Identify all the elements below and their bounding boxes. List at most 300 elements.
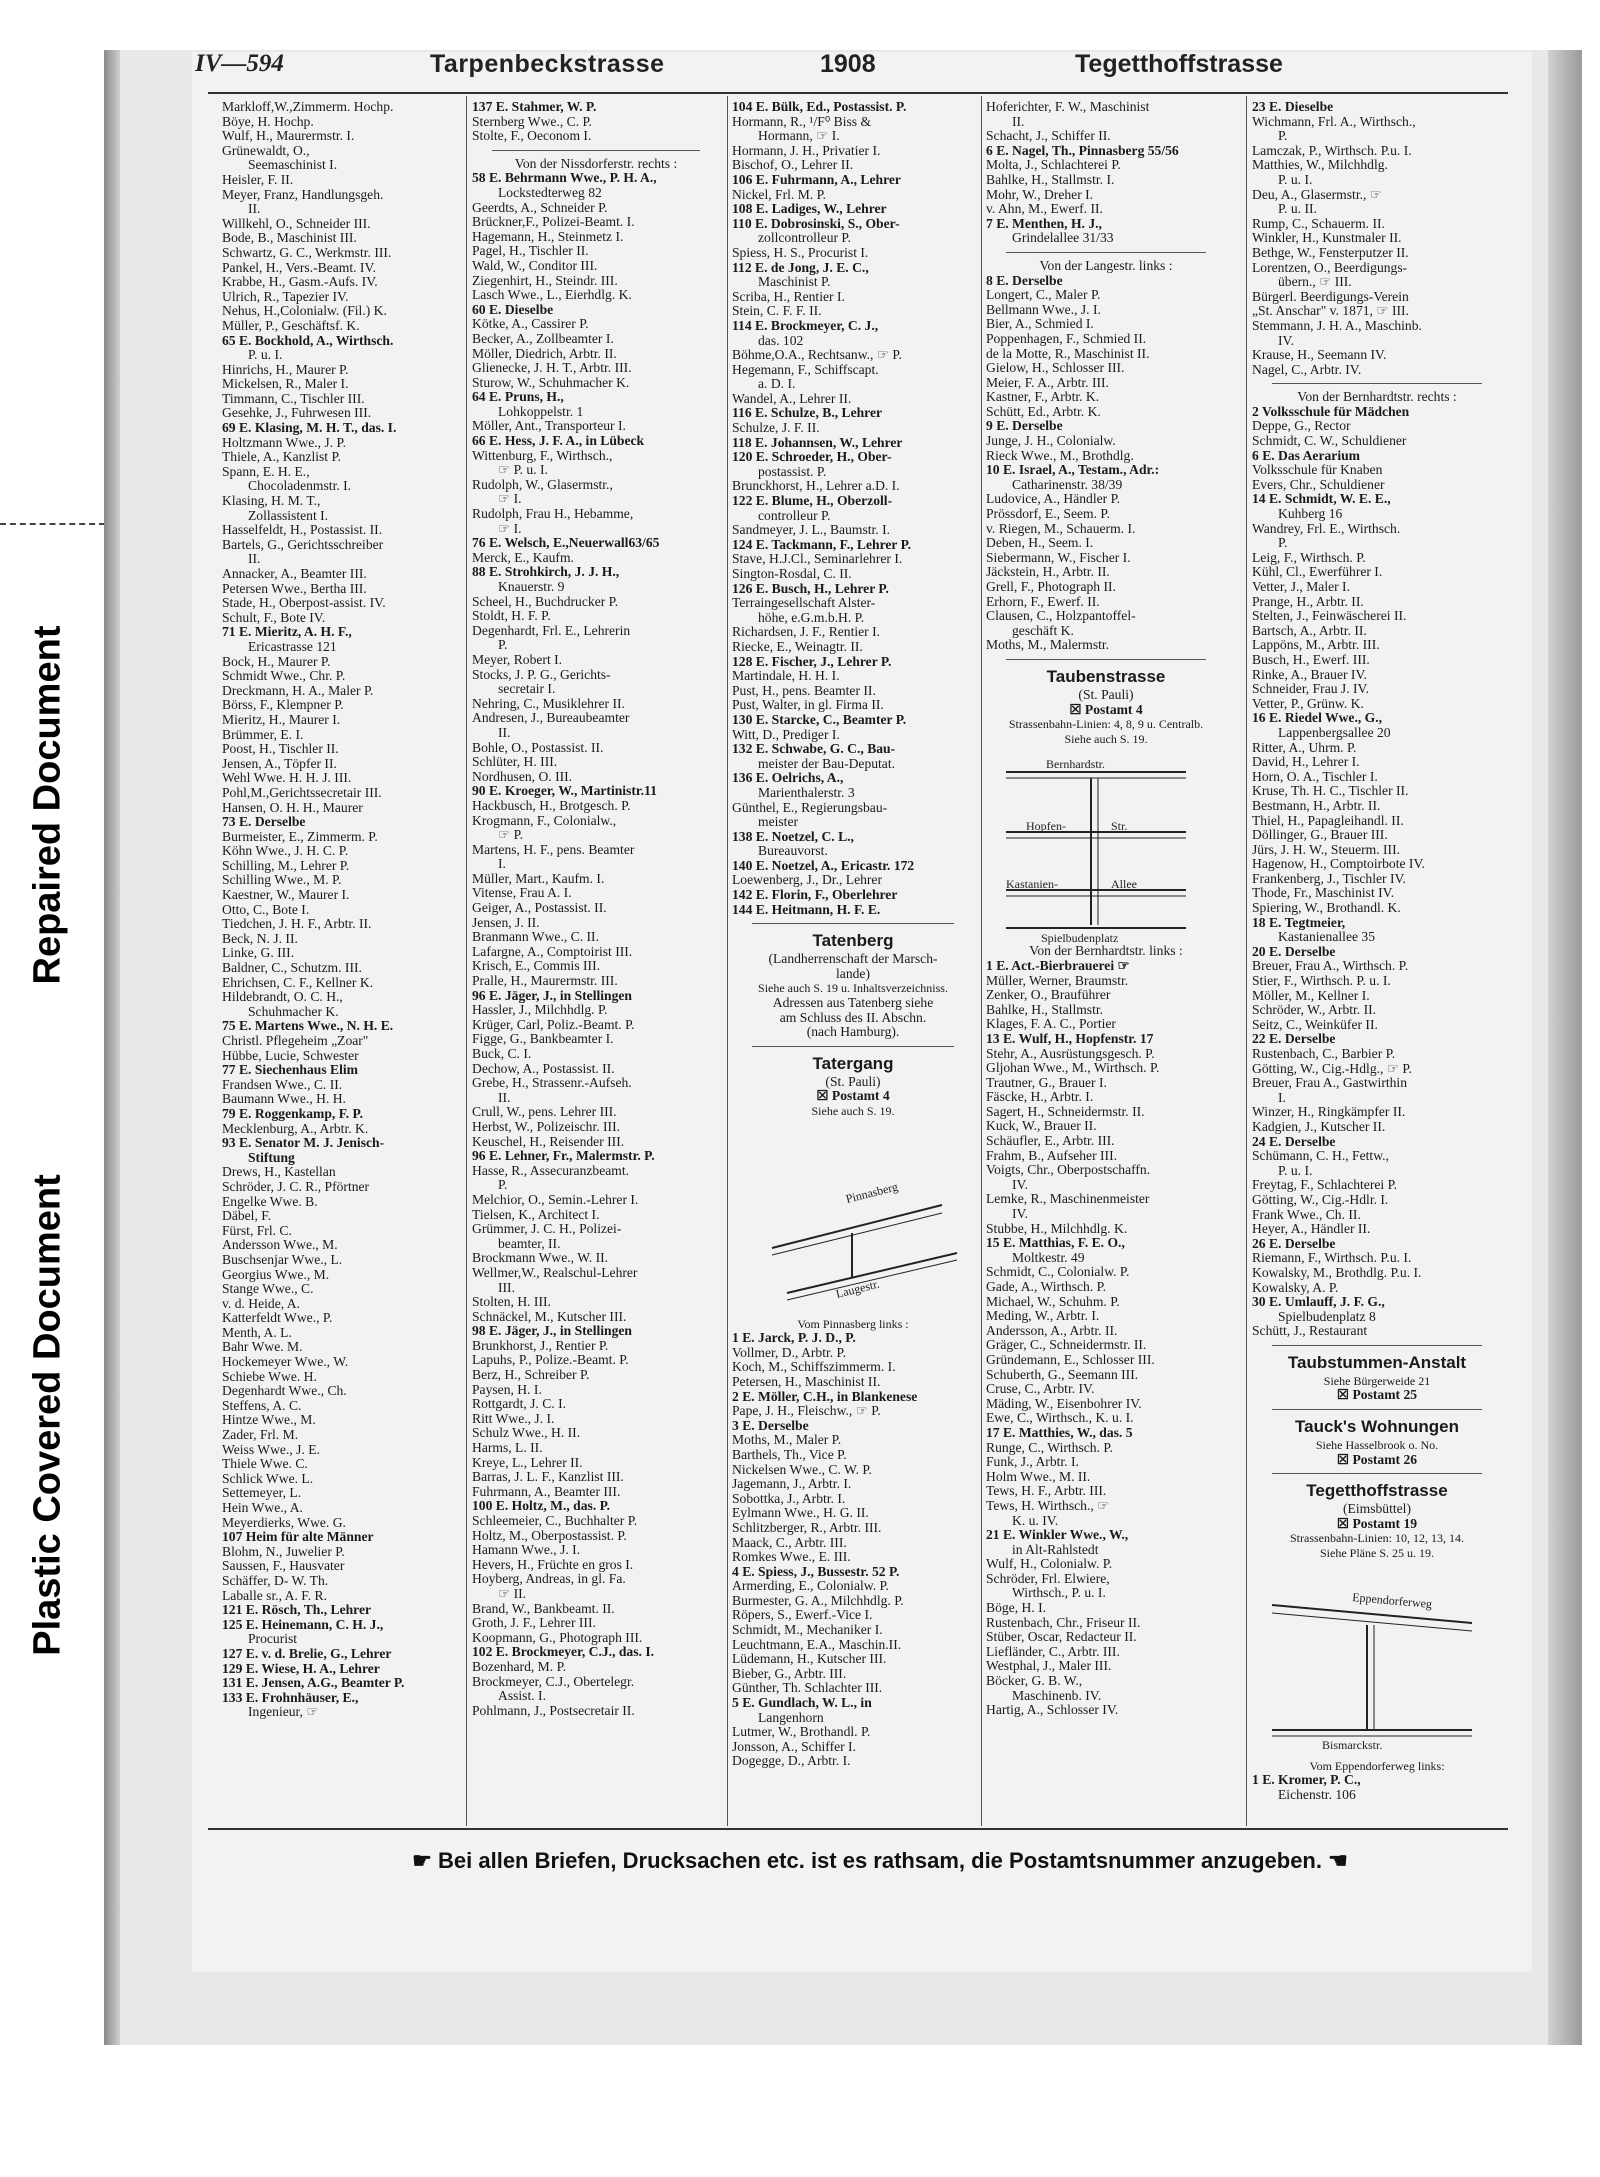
directory-entry: Wulf, H., Maurermstr. I. xyxy=(222,128,355,144)
directory-entry: Müller, P., Geschäftsf. K. xyxy=(222,317,360,333)
directory-entry: I. xyxy=(498,856,506,872)
directory-entry: Andresen, J., Bureaubeamter xyxy=(472,710,630,726)
directory-entry: Hackbusch, H., Brotgesch. P. xyxy=(472,797,631,813)
directory-entry: Katterfeldt Wwe., P. xyxy=(222,1310,333,1326)
directory-entry: III. xyxy=(498,1279,515,1295)
directory-entry: Geerdts, A., Schneider P. xyxy=(472,199,608,215)
directory-entry: meister der Bau-Deputat. xyxy=(758,755,896,771)
directory-entry: Linke, G. III. xyxy=(222,945,295,961)
plastic-covered-label: Plastic Covered Document xyxy=(26,1174,69,1656)
directory-entry: Kuck, W., Brauer II. xyxy=(986,1118,1097,1134)
directory-entry: Bohle, O., Postassist. II. xyxy=(472,739,604,755)
directory-entry: Hinrichs, H., Maurer P. xyxy=(222,361,349,377)
directory-entry: Schiebe Wwe. H. xyxy=(222,1368,317,1384)
directory-entry: postassist. P. xyxy=(758,463,827,479)
directory-entry: ☒ Postamt 25 xyxy=(1336,1387,1418,1403)
directory-entry: Hartig, A., Schlosser IV. xyxy=(986,1702,1119,1718)
directory-entry: zollcontrolleur P. xyxy=(758,230,851,246)
directory-entry: Weiss Wwe., J. E. xyxy=(222,1441,320,1457)
directory-entry: Lamczak, P., Wirthsch. P.u. I. xyxy=(1252,142,1412,158)
directory-entry: Lohkoppelstr. 1 xyxy=(498,403,584,419)
directory-entry: Riemann, F., Wirthsch. P.u. I. xyxy=(1252,1250,1412,1266)
directory-entry: Jagemann, J., Arbtr. I. xyxy=(732,1476,852,1492)
directory-entry: Holm Wwe., M. II. xyxy=(986,1468,1091,1484)
directory-entry: Grindelallee 31/33 xyxy=(1012,230,1114,246)
directory-entry: Bischof, O., Lehrer II. xyxy=(732,157,854,173)
directory-entry: Tews, H. F., Arbtr. III. xyxy=(986,1483,1107,1499)
directory-entry: 3 E. Derselbe xyxy=(732,1417,809,1433)
directory-entry: in Alt-Rahlstedt xyxy=(1012,1541,1099,1557)
directory-entry: Spiering, W., Brothandl. K. xyxy=(1252,900,1401,916)
directory-entry: 15 E. Matthias, F. E. O., xyxy=(986,1235,1125,1251)
directory-entry: Kowalsky, M., Brothdlg. P.u. I. xyxy=(1252,1264,1422,1280)
directory-entry: Annacker, A., Beamter III. xyxy=(222,566,367,581)
directory-entry: Deben, H., Seem. I. xyxy=(986,535,1094,551)
directory-entry: Procurist xyxy=(248,1631,298,1647)
directory-entry: Dreckmann, H. A., Maler P. xyxy=(222,682,374,698)
directory-entry: Saussen, F., Hausvater xyxy=(222,1558,345,1574)
directory-entry: ☞ I. xyxy=(498,520,522,536)
street-plan xyxy=(986,750,1226,946)
footer-notice xyxy=(330,1848,1430,1874)
directory-entry: 65 E. Bockhold, A., Wirthsch. xyxy=(222,332,394,348)
street-note: Strassenbahn-Linien: 4, 8, 9 u. Centralb. xyxy=(1008,717,1204,732)
directory-entry: (Landherrenschaft der Marsch- xyxy=(768,951,938,967)
directory-entry: Deppe, G., Rector xyxy=(1252,418,1351,434)
directory-entry: Stocks, J. P. G., Gerichts- xyxy=(472,666,611,682)
directory-entry: Hansen, O. H. H., Maurer xyxy=(222,799,363,815)
directory-entry: Lemke, R., Maschinenmeister xyxy=(986,1191,1150,1207)
directory-entry: Steffens, A. C. xyxy=(222,1397,302,1413)
directory-entry: Schulz Wwe., H. II. xyxy=(472,1425,581,1441)
directory-entry: Sington-Rosdal, C. II. xyxy=(732,566,852,581)
directory-entry: v. Riegen, M., Schauerm. I. xyxy=(986,520,1136,536)
directory-entry: Bestmann, H., Arbtr. II. xyxy=(1252,797,1381,813)
directory-entry: Burmeister, E., Zimmerm. P. xyxy=(222,828,378,844)
directory-entry: Kötke, A., Cassirer P. xyxy=(472,316,589,332)
directory-entry: II. xyxy=(498,1089,511,1105)
directory-entry: 1 E. Act.-Bierbrauerei ☞ xyxy=(986,957,1130,973)
directory-entry: Grünewaldt, O., xyxy=(222,142,310,158)
street-note: Vom Pinnasberg links : xyxy=(797,1316,909,1331)
directory-entry: Hormann, ☞ I. xyxy=(758,128,840,144)
directory-entry: Witt, D., Prediger I. xyxy=(732,726,840,742)
directory-entry: Clausen, C., Holzpantoffel- xyxy=(986,608,1136,624)
directory-entry: Barthels, Th., Vice P. xyxy=(732,1446,847,1462)
directory-entry: Baldner, C., Schutzm. III. xyxy=(222,960,362,976)
directory-entry: Nehus, H.,Colonialw. (Fil.) K. xyxy=(222,303,387,319)
directory-entry: Schnäckel, M., Kutscher III. xyxy=(472,1308,627,1324)
directory-entry: Armerding, E., Colonialw. P. xyxy=(732,1578,889,1594)
directory-entry: Kruse, Th. H. C., Tischler II. xyxy=(1252,783,1409,799)
directory-entry: Langenhorn xyxy=(758,1709,824,1725)
directory-entry: Brunkhorst, J., Rentier P. xyxy=(472,1337,609,1353)
directory-entry: 7 E. Menthen, H. J., xyxy=(986,215,1102,231)
directory-entry: Groth, J. F., Lehrer III. xyxy=(472,1615,596,1631)
cut-line xyxy=(0,523,105,525)
directory-entry: Frandsen Wwe., C. II. xyxy=(222,1076,343,1092)
directory-column-4 xyxy=(986,100,1226,1830)
directory-entry: Grell, F., Photograph II. xyxy=(986,579,1116,594)
directory-entry: Däbel, F. xyxy=(222,1208,272,1224)
street-line xyxy=(1272,1605,1472,1623)
directory-entry: Meyerdierks, Wwe. G. xyxy=(222,1514,346,1530)
street-note: Vom Eppendorferweg links: xyxy=(1309,1758,1445,1773)
directory-entry: Gade, A., Wirthsch. P. xyxy=(986,1279,1107,1294)
directory-entry: höhe, e.G.m.b.H. P. xyxy=(758,609,865,625)
directory-entry: Holtzmann Wwe., J. P. xyxy=(222,434,346,450)
directory-entry: Stange Wwe., C. xyxy=(222,1281,314,1297)
directory-entry: Rottgardt, J. C. I. xyxy=(472,1396,567,1412)
directory-entry: 98 E. Jäger, J., in Stellingen xyxy=(472,1323,632,1339)
directory-entry: 13 E. Wulf, H., Hopfenstr. 17 xyxy=(986,1030,1154,1046)
directory-entry: Erhorn, F., Ewerf. II. xyxy=(986,593,1100,609)
directory-entry: 131 E. Jensen, A.G., Beamter P. xyxy=(222,1675,405,1691)
directory-entry: Rustenbach, Chr., Friseur II. xyxy=(986,1614,1141,1630)
directory-entry: Maschinist P. xyxy=(758,274,831,290)
street-plan-tegetthoff xyxy=(1252,1565,1488,1750)
directory-entry: Schmidt, C., Colonialw. P. xyxy=(986,1264,1130,1280)
directory-entry: 129 E. Wiese, H. A., Lehrer xyxy=(222,1660,380,1676)
directory-entry: Bieber, G., Arbtr. III. xyxy=(732,1665,847,1681)
directory-entry: Gräger, C., Schneidermstr. II. xyxy=(986,1337,1147,1353)
directory-entry: Ewe, C., Wirthsch., K. u. I. xyxy=(986,1410,1134,1426)
directory-entry: Ericastrasse 121 xyxy=(248,638,337,654)
directory-entry: Krisch, E., Commis III. xyxy=(472,958,600,974)
directory-entry: Moths, M., Maler P. xyxy=(732,1432,842,1448)
directory-entry: Meding, W., Arbtr. I. xyxy=(986,1308,1100,1324)
str-label: Str. xyxy=(1111,819,1128,834)
directory-entry: Rieck Wwe., M., Brothdlg. xyxy=(986,447,1134,463)
directory-entry: P. xyxy=(498,637,508,653)
directory-entry: Adressen aus Tatenberg siehe xyxy=(772,995,934,1011)
directory-entry: Jonsson, A., Schiffer I. xyxy=(732,1738,856,1754)
directory-entry: Petersen, H., Maschinist II. xyxy=(732,1373,881,1389)
directory-entry: 2 E. Möller, C.H., in Blankenese xyxy=(732,1388,918,1404)
directory-entry: Krause, H., Seemann IV. xyxy=(1252,347,1387,363)
street-plan-tauben xyxy=(986,750,1222,946)
street-heading: Taubenstrasse xyxy=(1046,666,1166,686)
directory-entry: Bartsch, A., Arbtr. II. xyxy=(1252,622,1367,638)
directory-entry: II. xyxy=(248,201,261,217)
directory-entry: Longert, C., Maler P. xyxy=(986,287,1101,303)
directory-entry: ☞ P. u. I. xyxy=(498,462,548,478)
section-separator xyxy=(1272,1409,1482,1410)
directory-entry: Funk, J., Arbtr. I. xyxy=(986,1454,1079,1470)
directory-entry: Hübbe, Lucie, Schwester xyxy=(222,1047,359,1063)
directory-entry: Zenker, O., Brauführer xyxy=(986,987,1111,1003)
directory-entry: Möller, M., Kellner I. xyxy=(1252,987,1370,1003)
directory-entry: Fäscke, H., Arbtr. I. xyxy=(986,1089,1094,1105)
directory-entry: 116 E. Schulze, B., Lehrer xyxy=(732,405,883,421)
directory-entry: Ziegenhirt, H., Steindr. III. xyxy=(472,272,618,288)
directory-entry: 69 E. Klasing, M. H. T., das. I. xyxy=(222,420,397,436)
directory-entry: 75 E. Martens Wwe., N. H. E. xyxy=(222,1018,394,1034)
directory-entry: Mohr, W., Dreher I. xyxy=(986,186,1094,202)
directory-entry: Lasch Wwe., L., Eierhdlg. K. xyxy=(472,287,632,303)
directory-entry: Willkehl, O., Schneider III. xyxy=(222,215,371,231)
directory-entry: Westphal, J., Maler III. xyxy=(986,1658,1112,1674)
directory-entry: Stemmann, J. H. A., Maschinb. xyxy=(1252,317,1422,333)
directory-column-2 xyxy=(472,100,720,1830)
directory-entry: Hamann Wwe., J. I. xyxy=(472,1542,581,1558)
directory-entry: ☒ Postamt 4 xyxy=(1069,701,1143,717)
directory-entry: Müller, Werner, Braumstr. xyxy=(986,972,1129,988)
directory-entry: Riecke, E., Weinagtr. II. xyxy=(732,638,863,654)
directory-entry: Degenhardt Wwe., Ch. xyxy=(222,1383,347,1399)
directory-entry: Rudolph, Frau H., Hebamme, xyxy=(472,506,634,522)
directory-entry: Lafargne, A., Comptoirist III. xyxy=(472,943,633,959)
directory-entry: Meyer, Franz, Handlungsgeh. xyxy=(222,186,384,202)
directory-entry: IV. xyxy=(1012,1176,1028,1192)
directory-entry: 2 Volksschule für Mädchen xyxy=(1252,403,1410,419)
directory-entry: Schuberth, G., Seemann III. xyxy=(986,1366,1139,1382)
directory-entry: Beck, N. J. II. xyxy=(222,930,298,946)
directory-entry: Sternberg Wwe., C. P. xyxy=(472,113,592,129)
bernhardstr-label: Bernhardstr. xyxy=(1046,757,1105,772)
directory-entry: Hintze Wwe., M. xyxy=(222,1412,316,1428)
directory-entry: Vitense, Frau A. I. xyxy=(472,885,572,901)
directory-entry: David, H., Lehrer I. xyxy=(1252,754,1360,770)
directory-entry: Lappenbergsallee 20 xyxy=(1278,724,1391,740)
directory-entry: lande) xyxy=(836,965,870,981)
directory-entry: Ingenieur, ☞ xyxy=(248,1704,319,1720)
directory-entry: Evers, Chr., Schuldiener xyxy=(1252,476,1385,492)
directory-entry: Laballe sr., A. F. R. xyxy=(222,1587,328,1603)
directory-entry: Deu, A., Glasermstr., ☞ xyxy=(1252,186,1382,202)
directory-entry: Prange, H., Arbtr. II. xyxy=(1252,593,1364,609)
directory-entry: Tielsen, K., Architect I. xyxy=(472,1206,600,1222)
section-separator xyxy=(752,1046,954,1047)
directory-entry: 23 E. Dieselbe xyxy=(1252,99,1334,114)
directory-entry: 128 E. Fischer, J., Lehrer P. xyxy=(732,653,892,669)
directory-entry: 24 E. Derselbe xyxy=(1252,1133,1336,1149)
directory-entry: 71 E. Mieritz, A. H. F., xyxy=(222,624,352,640)
directory-entry: controlleur P. xyxy=(758,507,831,523)
directory-entry: 66 E. Hess, J. F. A., in Lübeck xyxy=(472,433,645,449)
directory-entry: Petersen Wwe., Bertha III. xyxy=(222,580,367,596)
directory-entry: Wittenburg, F., Wirthsch., xyxy=(472,447,613,463)
directory-entry: II. xyxy=(1012,113,1025,129)
street-heading: Tatenberg xyxy=(812,931,894,951)
directory-entry: Voigts, Chr., Oberpostschaffn. xyxy=(986,1162,1151,1178)
directory-entry: Günthel, E., Regierungsbau- xyxy=(732,799,888,815)
directory-entry: Knauerstr. 9 xyxy=(498,579,565,594)
directory-entry: Sturow, W., Schuhmacher K. xyxy=(472,374,630,390)
directory-entry: Stolte, F., Oeconom I. xyxy=(472,128,592,144)
directory-entry: Vollmer, D., Arbtr. P. xyxy=(732,1344,847,1360)
directory-entry: Wichmann, Frl. A., Wirthsch., xyxy=(1252,113,1416,129)
directory-entry: Leuchtmann, E.A., Maschin.II. xyxy=(732,1636,902,1652)
directory-entry: Pankel, H., Vers.-Beamt. IV. xyxy=(222,259,376,275)
directory-entry: Cruse, C., Arbtr. IV. xyxy=(986,1381,1095,1397)
directory-entry: 26 E. Derselbe xyxy=(1252,1235,1336,1251)
column-divider xyxy=(466,96,467,1826)
directory-entry: Kastner, F., Arbtr. K. xyxy=(986,389,1100,405)
directory-entry: Bock, H., Maurer P. xyxy=(222,653,331,669)
directory-entry: Siebermann, W., Fischer I. xyxy=(986,549,1131,565)
directory-entry: Böcker, G. B. W., xyxy=(986,1673,1083,1689)
directory-entry: 90 E. Kroeger, W., Martinistr.11 xyxy=(472,783,657,799)
directory-entry: 138 E. Noetzel, C. L., xyxy=(732,828,854,844)
directory-entry: Crull, W., pens. Lehrer III. xyxy=(472,1104,617,1120)
directory-entry: Stein, C. F. F. II. xyxy=(732,303,822,319)
directory-entry: 106 E. Fuhrmann, A., Lehrer xyxy=(732,171,901,187)
directory-entry: Spielbudenplatz 8 xyxy=(1278,1308,1376,1324)
directory-entry: P. u. I. xyxy=(1278,171,1313,187)
repaired-document-label: Repaired Document xyxy=(26,625,69,985)
directory-entry: Stier, F., Wirthsch. P. u. I. xyxy=(1252,973,1391,989)
street-heading: Taubstummen-Anstalt xyxy=(1287,1352,1467,1372)
directory-entry: Degenhardt, Frl. E., Lehrerin xyxy=(472,622,631,638)
directory-entry: 127 E. v. d. Brelie, G., Lehrer xyxy=(222,1645,392,1661)
directory-entry: Junge, J. H., Colonialw. xyxy=(986,433,1116,449)
directory-entry: 17 E. Matthies, W., das. 5 xyxy=(986,1424,1133,1440)
section-separator xyxy=(1272,1473,1482,1474)
directory-entry: a. D. I. xyxy=(758,376,796,392)
directory-entry: Liefländer, C., Arbtr. III. xyxy=(986,1643,1120,1659)
directory-entry: Michael, W., Schuhm. P. xyxy=(986,1293,1120,1309)
directory-entry: Leig, F., Wirthsch. P. xyxy=(1252,549,1366,565)
directory-entry: Schilling Wwe., M. P. xyxy=(222,872,342,888)
directory-entry: Pust, H., pens. Beamter II. xyxy=(732,682,876,698)
directory-entry: Stehr, A., Ausrüstungsgesch. P. xyxy=(986,1045,1155,1061)
directory-entry: Richardsen, J. F., Rentier I. xyxy=(732,624,881,640)
directory-entry: Von der Bernhardtstr. links : xyxy=(1029,943,1183,959)
directory-entry: Schütt, Ed., Arbtr. K. xyxy=(986,403,1101,419)
directory-entry: Melchior, O., Semin.-Lehrer I. xyxy=(472,1191,639,1207)
directory-entry: Hildebrandt, O. C. H., xyxy=(222,989,343,1005)
street-note: Siehe Bürgerweide 21 xyxy=(1323,1373,1431,1388)
directory-entry: Lorentzen, O., Beerdigungs- xyxy=(1252,259,1408,275)
directory-entry: 30 E. Umlauff, J. F. G., xyxy=(1252,1294,1385,1310)
directory-entry: v. Ahn, M., Ewerf. II. xyxy=(986,201,1103,217)
directory-entry: Brümmer, E. I. xyxy=(222,726,304,742)
directory-entry: P. u. I. xyxy=(1278,1162,1313,1178)
directory-entry: 1 E. Jarck, P. J. D., P. xyxy=(732,1330,856,1346)
directory-entry: Hoyberg, Andreas, in gl. Fa. xyxy=(472,1571,626,1587)
directory-entry: Krogmann, F., Colonialw., xyxy=(472,812,617,828)
left-street-heading: Tarpenbeckstrasse xyxy=(430,50,665,78)
year-heading: 1908 xyxy=(820,50,876,78)
directory-entry: Poost, H., Tischler II. xyxy=(222,741,339,757)
directory-entry: (Eimsbüttel) xyxy=(1343,1501,1411,1517)
directory-entry: P. xyxy=(1278,128,1288,144)
directory-entry: Sandmeyer, J. L., Baumstr. I. xyxy=(732,522,891,538)
directory-entry: Grümmer, J. C. H., Polizei- xyxy=(472,1221,622,1237)
directory-entry: 110 E. Dobrosinski, S., Ober- xyxy=(732,215,900,231)
directory-entry: Vetter, P., Grünw. K. xyxy=(1252,695,1364,711)
directory-entry: Settemeyer, L. xyxy=(222,1485,302,1501)
directory-entry: Tews, H. Wirthsch., ☞ xyxy=(986,1497,1110,1513)
column-divider xyxy=(981,96,982,1826)
directory-entry: Brand, W., Bankbeamt. II. xyxy=(472,1600,615,1616)
directory-entry: Markloff,W.,Zimmerm. Hochp. xyxy=(222,99,394,114)
directory-entry: 18 E. Tegtmeier, xyxy=(1252,914,1346,930)
directory-entry: 107 Heim für alte Männer xyxy=(222,1529,374,1545)
directory-entry: ☞ II. xyxy=(498,1585,527,1601)
directory-entry: 9 E. Derselbe xyxy=(986,418,1063,434)
directory-entry: Nickelsen Wwe., C. W. P. xyxy=(732,1461,872,1477)
directory-entry: Böye, H. Hochp. xyxy=(222,113,314,129)
directory-entry: Scheel, H., Buchdrucker P. xyxy=(472,593,619,609)
directory-entry: Rustenbach, C., Barbier P. xyxy=(1252,1046,1396,1061)
directory-entry: II. xyxy=(498,724,511,740)
directory-column-1 xyxy=(222,100,458,1830)
directory-entry: Frankenberg, J., Tischler IV. xyxy=(1252,870,1406,886)
directory-entry: Wandel, A., Lehrer II. xyxy=(732,390,852,406)
directory-entry: 122 E. Blume, H., Oberzoll- xyxy=(732,493,893,509)
street-line xyxy=(772,1213,942,1255)
directory-entry: Kadgien, J., Kutscher II. xyxy=(1252,1118,1386,1134)
directory-entry: Ludovice, A., Händler P. xyxy=(986,491,1121,507)
directory-entry: Fürst, Frl. C. xyxy=(222,1222,292,1238)
directory-entry: Jensen, J. II. xyxy=(472,914,540,930)
directory-entry: Meier, F. A., Arbtr. III. xyxy=(986,374,1109,390)
directory-entry: Pust, Walter, in gl. Firma II. xyxy=(732,697,884,713)
scan-edge-left xyxy=(104,50,120,2045)
directory-entry: Wald, W., Conditor III. xyxy=(472,257,598,273)
left-margin xyxy=(0,0,95,2177)
directory-entry: (St. Pauli) xyxy=(825,1073,881,1089)
directory-entry: Bozenhard, M. P. xyxy=(472,1658,567,1674)
directory-entry: Schütt, J., Restaurant xyxy=(1252,1323,1368,1339)
directory-entry: Timmann, C., Tischler III. xyxy=(222,390,365,406)
directory-entry: Schmidt, M., Mechaniker I. xyxy=(732,1622,883,1638)
directory-entry: Schröder, W., Arbtr. II. xyxy=(1252,1002,1377,1018)
directory-entry: Schuhmacher K. xyxy=(248,1003,339,1019)
directory-entry: Kaestner, W., Maurer I. xyxy=(222,887,350,903)
directory-entry: 142 E. Florin, F., Oberlehrer xyxy=(732,887,898,903)
bismarckstr-label: Bismarckstr. xyxy=(1322,1737,1383,1752)
street-plan xyxy=(1252,1565,1502,1755)
directory-entry: Breuer, Frau A., Wirthsch. P. xyxy=(1252,958,1409,974)
directory-entry: Schümann, C. H., Fettw., xyxy=(1252,1148,1389,1164)
directory-entry: Moths, M., Malermstr. xyxy=(986,637,1110,653)
directory-entry: Gielow, H., Schlosser III. xyxy=(986,360,1125,376)
directory-entry: 132 E. Schwabe, G. C., Bau- xyxy=(732,741,896,757)
directory-entry: Engelke Wwe. B. xyxy=(222,1193,318,1209)
directory-entry: Klages, F. A. C., Portier xyxy=(986,1016,1116,1032)
laugestr-label: Laugestr. xyxy=(834,1276,881,1301)
directory-entry: Bahr Wwe. M. xyxy=(222,1339,303,1355)
directory-entry: Spann, E. H. E., xyxy=(222,463,310,479)
street-plan xyxy=(732,1123,974,1313)
directory-entry: Martens, H. F., pens. Beamter xyxy=(472,841,635,857)
directory-entry: Maack, C., Arbtr. III. xyxy=(732,1534,847,1550)
directory-entry: Figge, G., Bankbeamter I. xyxy=(472,1031,614,1047)
directory-entry: 4 E. Spiess, J., Bussestr. 52 P. xyxy=(732,1563,900,1579)
directory-entry: K. u. IV. xyxy=(1012,1512,1059,1528)
directory-entry: Holtz, M., Oberpostassist. P. xyxy=(472,1527,627,1543)
street-note: Siehe Pläne S. 25 u. 19. xyxy=(1320,1546,1434,1561)
directory-entry: Wulf, H., Colonialw. P. xyxy=(986,1556,1113,1572)
directory-entry: Dogegge, D., Arbtr. I. xyxy=(732,1753,851,1769)
directory-entry: Schult, F., Bote IV. xyxy=(222,609,326,625)
directory-entry: Poppenhagen, F., Schmied II. xyxy=(986,330,1147,346)
directory-entry: ☞ I. xyxy=(498,491,522,507)
directory-entry: IV. xyxy=(1012,1206,1028,1222)
directory-entry: Becker, A., Zollbeamter I. xyxy=(472,330,614,346)
directory-entry: 118 E. Johannsen, W., Lehrer xyxy=(732,434,903,450)
directory-entry: Pohlmann, J., Postsecretair II. xyxy=(472,1702,635,1718)
hopfen-label: Hopfen- xyxy=(1026,819,1066,834)
directory-entry: 60 E. Dieselbe xyxy=(472,301,554,317)
directory-entry: Stave, H.J.Cl., Seminarlehrer I. xyxy=(732,551,903,567)
directory-entry: 79 E. Roggenkamp, F. P. xyxy=(222,1105,364,1121)
directory-entry: Schleemeier, C., Buchhalter P. xyxy=(472,1513,638,1528)
directory-entry: Bier, A., Schmied I. xyxy=(986,316,1094,332)
